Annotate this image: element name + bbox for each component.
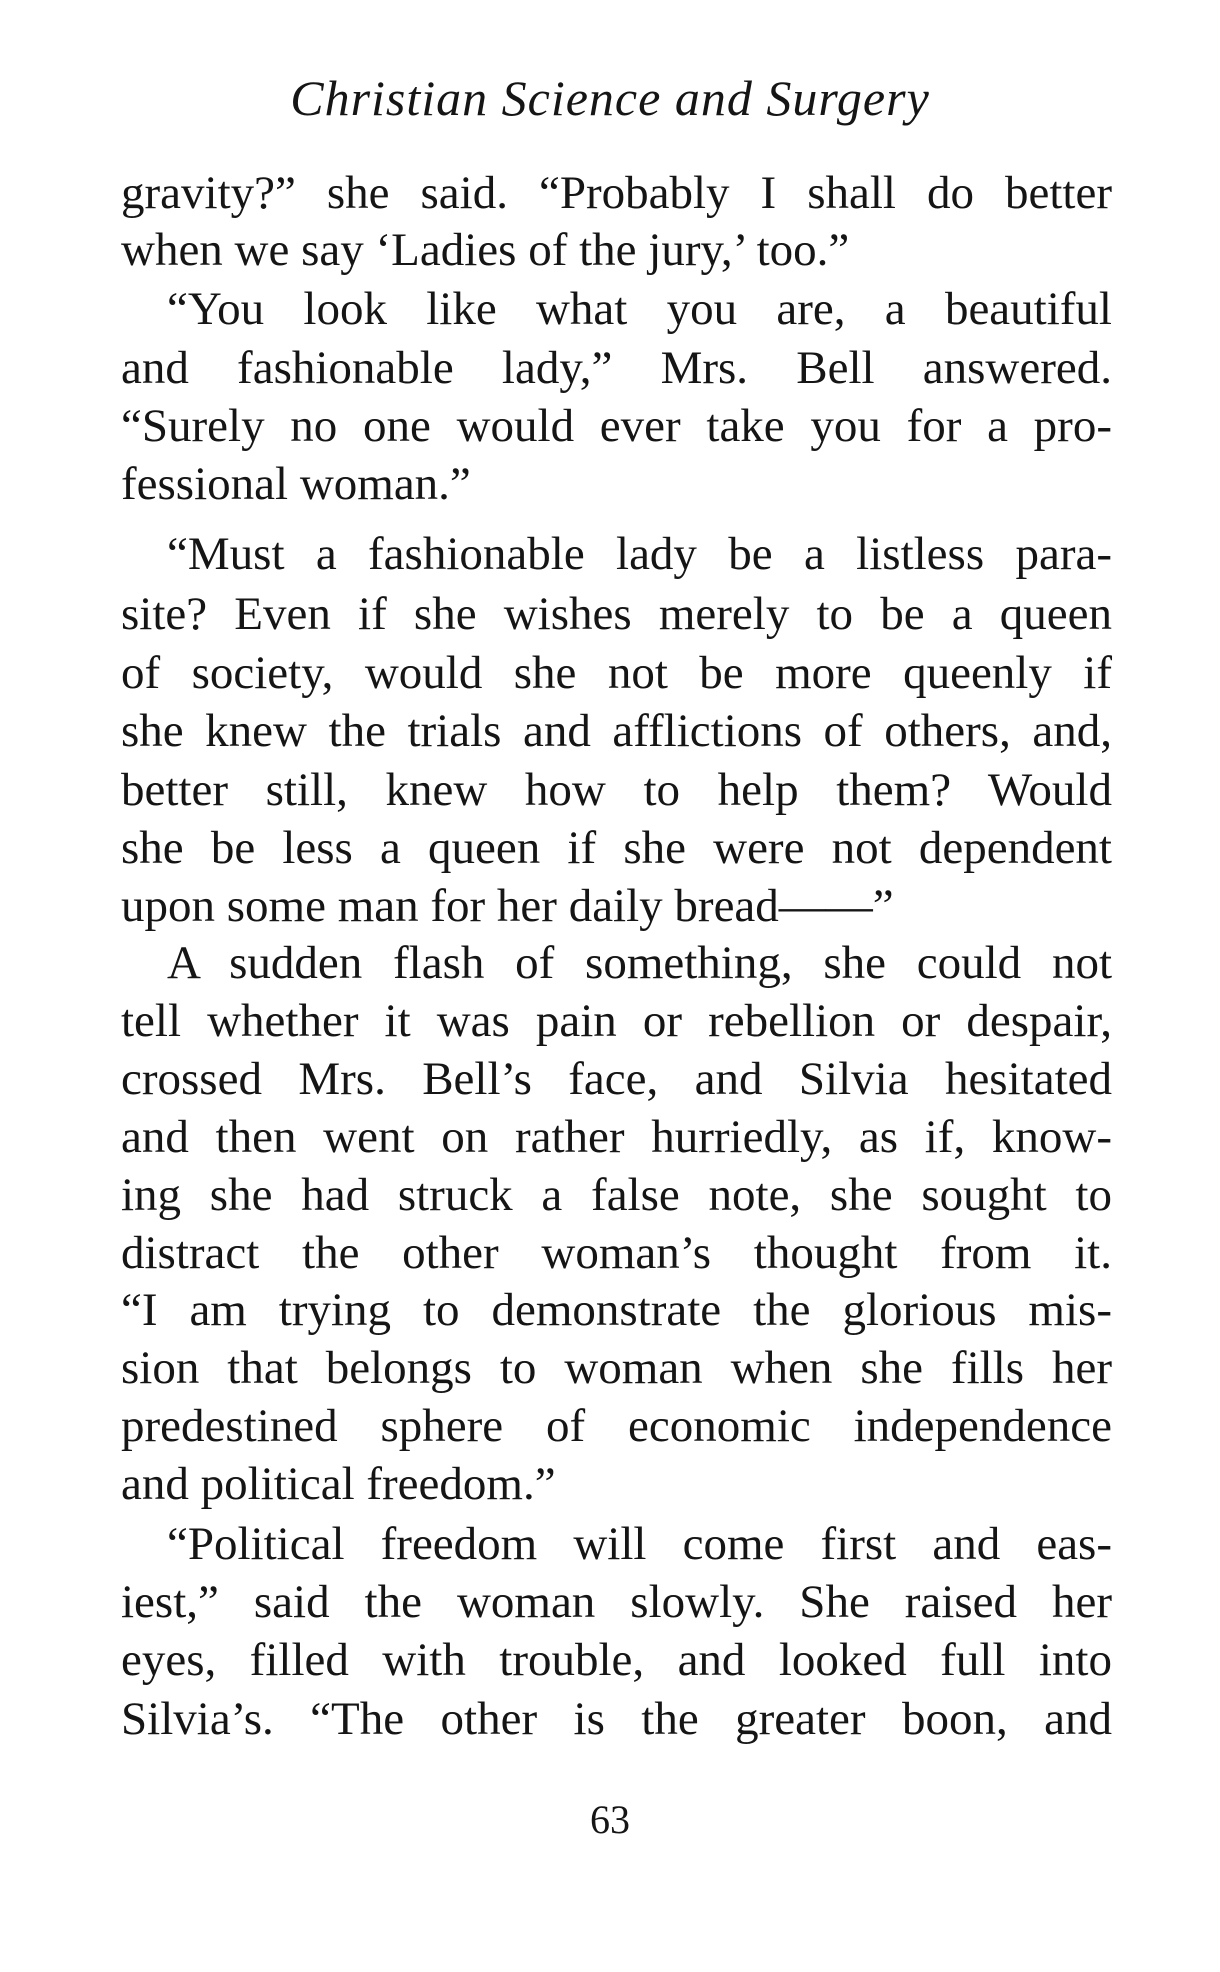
text-line: ing she had struck a false note, she sought to (121, 1169, 1112, 1221)
text-line: A sudden flash of something, she could not (167, 937, 1112, 989)
text-line: upon some man for her daily bread——” (121, 880, 894, 932)
text-line: distract the other woman’s thought from it. (121, 1227, 1112, 1279)
text-line: “Must a fashionable lady be a listless para- (167, 528, 1112, 580)
text-line: “Surely no one would ever take you for a pro- (121, 400, 1112, 452)
text-line: iest,” said the woman slowly. She raised her (121, 1576, 1112, 1628)
text-line: “You look like what you are, a beautiful (167, 283, 1112, 335)
text-line: crossed Mrs. Bell’s face, and Silvia hesitated (121, 1053, 1112, 1105)
text-line: and then went on rather hurriedly, as if, know- (121, 1111, 1112, 1163)
text-line: of society, would she not be more queenly if (121, 647, 1112, 699)
text-line: and fashionable lady,” Mrs. Bell answered. (121, 342, 1112, 394)
text-line: when we say ‘Ladies of the jury,’ too.” (121, 224, 850, 276)
text-line: “I am trying to demonstrate the glorious mis- (121, 1284, 1112, 1336)
text-line: site? Even if she wishes merely to be a queen (121, 588, 1112, 640)
text-line: she be less a queen if she were not dependent (121, 822, 1112, 874)
text-line: fessional woman.” (121, 458, 471, 510)
text-line: predestined sphere of economic independence (121, 1400, 1112, 1452)
text-line: Silvia’s. “The other is the greater boon, and (121, 1693, 1112, 1745)
text-line: “Political freedom will come first and eas- (167, 1518, 1112, 1570)
text-line: eyes, filled with trouble, and looked full into (121, 1634, 1112, 1686)
text-line: tell whether it was pain or rebellion or despair, (121, 995, 1112, 1047)
running-head: Christian Science and Surgery (290, 70, 930, 126)
text-line: gravity?” she said. “Probably I shall do better (121, 167, 1112, 219)
page-number: 63 (590, 1797, 630, 1842)
text-line: better still, knew how to help them? Would (121, 764, 1112, 816)
text-line: sion that belongs to woman when she fills her (121, 1342, 1112, 1394)
text-line: and political freedom.” (121, 1458, 556, 1510)
text-line: she knew the trials and afflictions of others, and, (121, 705, 1112, 757)
